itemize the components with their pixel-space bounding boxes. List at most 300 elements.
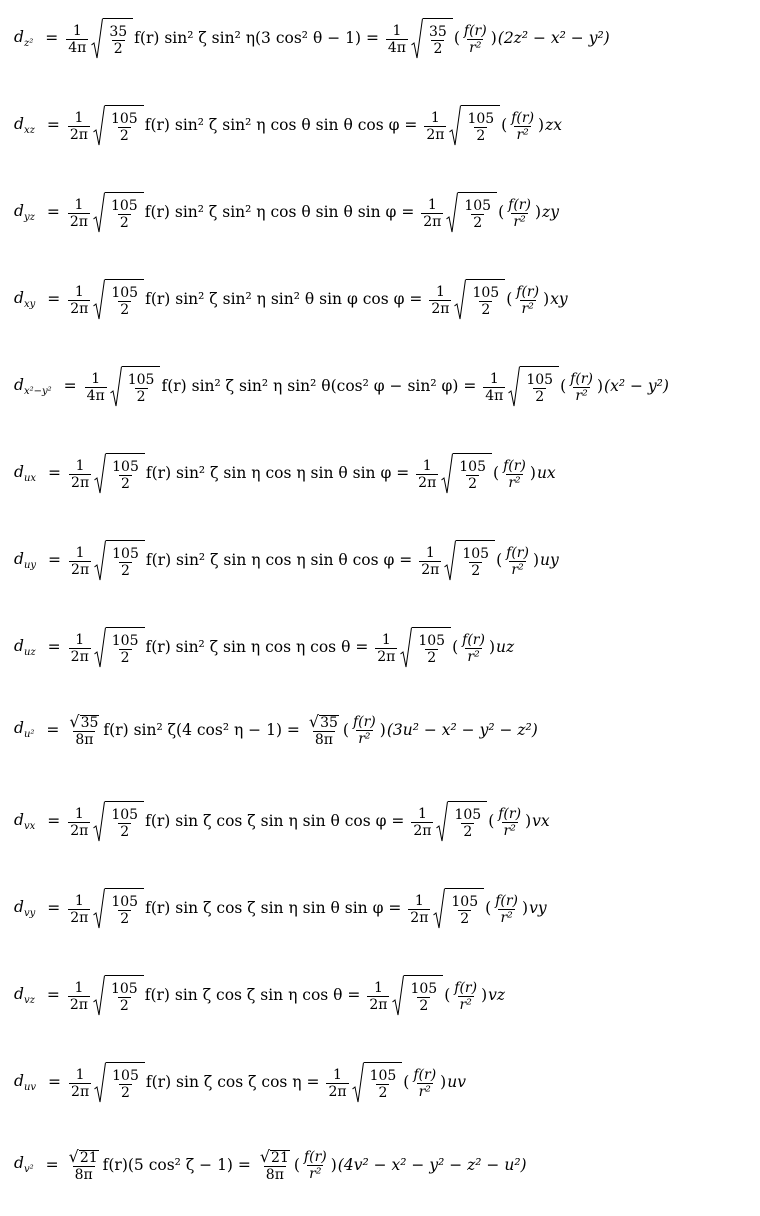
equation-row — [14, 714, 538, 747]
radical-sign — [94, 1062, 106, 1104]
square-root-right — [436, 801, 487, 843]
equation-row — [14, 975, 505, 1017]
angular-expression: f(r) sin² ζ sin² η sin² θ sin φ cos φ = — [145, 290, 423, 309]
orbital-subscript: yz — [23, 211, 35, 223]
radicand-denominator: 2 — [481, 302, 491, 318]
radicand — [105, 888, 144, 930]
orbital-subscript: vz — [23, 994, 35, 1006]
coefficient-numerator: 1 — [91, 370, 101, 387]
coefficient-denominator: 4π — [485, 387, 504, 404]
radial-fraction — [504, 546, 531, 577]
coefficient-numerator: 1 — [74, 979, 84, 996]
cartesian-expression: uy — [540, 551, 559, 570]
radicand — [105, 279, 144, 321]
radicand — [404, 975, 443, 1017]
angular-expression: f(r) sin ζ cos ζ sin η sin θ sin φ = — [145, 899, 402, 918]
radicand — [445, 888, 484, 930]
coefficient-numerator: 1 — [74, 892, 84, 909]
coefficient-numerator — [258, 1149, 292, 1166]
orbital-symbol: d — [14, 288, 24, 307]
radical-sign — [94, 627, 106, 669]
open-paren: ( — [506, 290, 513, 309]
radicand-denominator: 2 — [419, 998, 429, 1014]
orbital-label — [14, 810, 36, 832]
orbital-symbol: d — [14, 375, 24, 394]
radicand-fraction — [452, 808, 483, 839]
equation-row — [14, 453, 556, 495]
radial-denominator: r² — [469, 39, 482, 56]
close-paren: ) — [538, 116, 545, 135]
square-root-left — [91, 18, 133, 60]
orbital-subscript: ux — [23, 472, 37, 484]
orbital-symbol: d — [14, 636, 24, 655]
orbital-symbol: d — [14, 719, 24, 737]
coefficient-fraction-left — [68, 981, 90, 1012]
radical-sign: √ — [68, 1147, 79, 1166]
angular-expression: f(r) sin² ζ sin η cos η sin θ cos φ = — [145, 551, 413, 570]
equals-sign: = — [47, 899, 61, 918]
orbital-label — [14, 27, 34, 49]
coefficient-denominator: 2π — [410, 909, 429, 926]
coefficient-denominator: 2π — [426, 126, 445, 143]
orbital-label — [14, 721, 34, 740]
radial-numerator: f(r) — [503, 457, 526, 474]
radicand-value: 21 — [271, 1150, 289, 1166]
coefficient-numerator: 1 — [74, 805, 84, 822]
radicand-denominator: 2 — [120, 824, 130, 840]
radicand — [105, 975, 144, 1017]
equals-sign: = — [48, 551, 62, 570]
close-paren: ) — [481, 986, 488, 1005]
coefficient-fraction-left — [69, 546, 91, 577]
radicand-numerator: 105 — [111, 894, 139, 910]
radicand-denominator: 2 — [378, 1085, 388, 1101]
radicand-numerator: 105 — [111, 807, 139, 823]
close-paren: ) — [379, 720, 386, 739]
radicand-denominator: 2 — [463, 824, 473, 840]
orbital-subscript: xz — [23, 124, 35, 136]
radicand-value: 21 — [79, 1150, 98, 1166]
square-root-left — [93, 105, 144, 147]
equals-sign: = — [47, 638, 61, 657]
orbital-label — [14, 375, 52, 397]
radial-fraction — [496, 807, 523, 838]
radical-sign — [93, 888, 105, 930]
square-root-left — [110, 366, 161, 408]
radial-numerator: f(r) — [352, 714, 376, 730]
open-paren: ( — [560, 377, 567, 396]
angular-expression: f(r)(5 cos² ζ − 1) = — [102, 1155, 251, 1174]
cartesian-expression: (2z² − x² − y²) — [497, 29, 610, 48]
radicand-numerator: 105 — [451, 894, 479, 910]
radicand-numerator: 105 — [110, 198, 138, 214]
close-paren: ) — [330, 1155, 337, 1174]
radial-fraction — [501, 459, 528, 490]
radicand-fraction — [109, 808, 140, 839]
radical-sign — [392, 975, 404, 1017]
coefficient-numerator — [67, 1149, 101, 1166]
coefficient-numerator: 1 — [75, 457, 85, 474]
square-root-left — [93, 801, 144, 843]
radical-sign — [94, 453, 106, 495]
radicand-numerator: 105 — [526, 372, 554, 388]
radicand-fraction — [109, 895, 140, 926]
orbital-subscript: z² — [23, 37, 34, 49]
close-paren: ) — [490, 29, 497, 48]
radicand-numerator: 105 — [111, 633, 139, 649]
radial-numerator: f(r) — [495, 892, 518, 909]
radicand-numerator: 105 — [112, 546, 139, 562]
equation-row — [14, 105, 562, 147]
radial-denominator: r² — [575, 387, 588, 404]
coefficient-denominator: 2π — [69, 996, 88, 1013]
orbital-subscript: vy — [23, 907, 36, 919]
coefficient-numerator: 1 — [74, 196, 84, 213]
square-root-left — [94, 453, 145, 495]
orbital-label — [14, 549, 37, 571]
square-root-right — [400, 627, 451, 669]
coefficient-denominator: 2π — [369, 996, 388, 1013]
equation-row — [14, 366, 669, 408]
coefficient-denominator: 2π — [328, 1083, 347, 1100]
radical-sign — [449, 105, 461, 147]
radicand-fraction — [110, 634, 141, 665]
radical-sign — [91, 18, 103, 60]
radicand-denominator: 2 — [473, 215, 483, 231]
orbital-symbol: d — [14, 897, 24, 916]
cartesian-expression: vx — [532, 812, 550, 831]
orbital-symbol: d — [14, 1071, 24, 1090]
coefficient-fraction-left — [67, 714, 101, 747]
radical-sign — [446, 192, 458, 234]
radicand-denominator: 2 — [113, 41, 123, 57]
radical-sign — [411, 18, 423, 60]
open-paren: ( — [444, 986, 451, 1005]
radial-fraction — [351, 715, 378, 746]
coefficient-denominator: 2π — [418, 474, 437, 491]
orbital-symbol: d — [14, 984, 24, 1003]
open-paren: ( — [485, 899, 492, 918]
radicand-denominator: 2 — [476, 128, 486, 144]
coefficient-fraction-left — [69, 1068, 91, 1099]
coefficient-numerator — [67, 714, 101, 731]
radial-fraction — [506, 198, 533, 229]
radicand-denominator: 2 — [433, 41, 443, 57]
radicand-numerator: 105 — [462, 546, 490, 562]
coefficient-fraction-left — [85, 372, 107, 403]
open-paren: ( — [498, 203, 505, 222]
square-root-left — [94, 627, 145, 669]
coefficient-fraction-right — [419, 546, 441, 577]
radicand-denominator: 2 — [136, 389, 146, 405]
equation-row — [14, 279, 568, 321]
radical-sign — [93, 279, 105, 321]
cartesian-expression: zy — [542, 203, 559, 222]
radical-sign — [436, 801, 448, 843]
cartesian-expression: (4v² − x² − y² − z² − u²) — [337, 1155, 527, 1174]
radial-numerator: f(r) — [454, 979, 478, 996]
radicand-denominator: 2 — [120, 302, 130, 318]
radicand-fraction — [110, 547, 141, 578]
coefficient-denominator: 2π — [70, 300, 89, 317]
cartesian-expression: uv — [447, 1073, 466, 1092]
radial-fraction — [302, 1150, 329, 1181]
coefficient-fraction-left — [68, 111, 90, 142]
radial-fraction — [462, 24, 489, 55]
square-root-right — [508, 366, 559, 408]
radicand-denominator: 2 — [119, 998, 129, 1014]
radicand — [412, 627, 451, 669]
equation-row — [14, 192, 559, 234]
radicand-numerator: 105 — [110, 111, 138, 127]
cartesian-expression: ux — [536, 464, 556, 483]
radicand-denominator: 2 — [468, 476, 478, 492]
orbital-subscript: uv — [23, 1081, 37, 1093]
coefficient-fraction-left — [68, 807, 90, 838]
radicand-value: 35 — [320, 715, 338, 731]
open-paren: ( — [496, 551, 503, 570]
radical-sign — [454, 279, 466, 321]
coefficient-fraction-left — [69, 633, 91, 664]
orbital-symbol: d — [14, 114, 24, 133]
radicand-numerator: 105 — [454, 807, 482, 823]
radicand-fraction — [109, 199, 140, 230]
close-paren: ) — [529, 464, 536, 483]
coefficient-fraction-left — [67, 1149, 101, 1182]
equation-row — [14, 540, 559, 582]
coefficient-denominator: 2π — [71, 1083, 90, 1100]
radicand-numerator: 105 — [112, 1068, 139, 1084]
radicand-numerator: 105 — [464, 198, 492, 214]
coefficient-denominator: 2π — [70, 822, 89, 839]
radicand-numerator: 105 — [369, 1068, 397, 1084]
radial-denominator: r² — [513, 213, 526, 230]
coefficient-numerator: 1 — [430, 109, 440, 126]
radicand-denominator: 2 — [121, 563, 130, 579]
radical-sign — [110, 366, 122, 408]
radicand-fraction — [110, 460, 141, 491]
coefficient-numerator: 1 — [75, 631, 85, 648]
coefficient-denominator: 4π — [387, 39, 406, 56]
radical-sign — [400, 627, 412, 669]
orbital-symbol: d — [14, 462, 24, 481]
equals-sign: = — [48, 464, 62, 483]
open-paren: ( — [501, 116, 508, 135]
radicand-denominator: 2 — [471, 563, 481, 579]
close-paren: ) — [488, 638, 496, 657]
radicand-numerator: 105 — [410, 981, 438, 997]
orbital-subscript: vx — [23, 820, 36, 832]
radicand — [122, 366, 161, 408]
square-root-right — [449, 105, 500, 147]
radicand-fraction — [368, 1069, 399, 1100]
coefficient-denominator: 2π — [423, 213, 442, 230]
radicand — [105, 801, 144, 843]
radical-sign — [352, 1062, 364, 1104]
radial-numerator: f(r) — [413, 1066, 437, 1083]
radial-numerator: f(r) — [463, 22, 487, 39]
coefficient-denominator: 8π — [265, 1167, 284, 1183]
orbital-subscript: v² — [23, 1164, 34, 1175]
coefficient-fraction-right — [307, 714, 341, 747]
angular-expression: f(r) sin² ζ sin² η sin² θ(cos² φ − sin² φ) = — [161, 377, 477, 396]
radicand — [466, 279, 505, 321]
square-root-right — [454, 279, 505, 321]
orbital-label — [14, 114, 35, 136]
coefficient-numerator: 1 — [74, 283, 84, 300]
angular-expression: f(r) sin² ζ sin² η(3 cos² θ − 1) = — [134, 29, 379, 48]
radial-numerator: f(r) — [508, 196, 531, 213]
coefficient-numerator: 1 — [425, 544, 435, 561]
coefficient-numerator: 1 — [392, 22, 402, 39]
radial-denominator: r² — [516, 126, 529, 143]
coefficient-fraction-right — [424, 111, 446, 142]
radicand — [456, 540, 495, 582]
radicand-denominator: 2 — [119, 128, 129, 144]
angular-expression: f(r) sin ζ cos ζ cos η = — [145, 1073, 320, 1092]
coefficient-numerator: 1 — [373, 979, 383, 996]
radicand-fraction — [462, 199, 493, 230]
radicand-fraction — [109, 112, 140, 143]
cartesian-expression: (x² − y²) — [604, 377, 669, 396]
open-paren: ( — [453, 29, 460, 48]
coefficient-fraction-left — [66, 24, 88, 55]
equation-row — [14, 1149, 527, 1182]
orbital-subscript: uz — [23, 646, 36, 658]
coefficient-numerator: 1 — [422, 457, 432, 474]
radial-fraction — [509, 111, 536, 142]
radial-numerator: f(r) — [498, 805, 522, 822]
orbital-subscript: uy — [23, 559, 37, 571]
coefficient-fraction-right — [416, 459, 438, 490]
radial-numerator: f(r) — [570, 370, 593, 387]
open-paren: ( — [293, 1155, 300, 1174]
orbital-subscript: u² — [23, 729, 35, 740]
radicand-fraction — [470, 286, 501, 317]
coefficient-fraction-left — [69, 459, 91, 490]
coefficient-denominator: 2π — [70, 648, 89, 665]
coefficient-numerator: 1 — [75, 1066, 85, 1083]
orbital-subscript: xy — [23, 298, 36, 310]
radical-sign: √ — [69, 712, 80, 731]
square-root-right — [433, 888, 484, 930]
radicand — [364, 1062, 403, 1104]
radicand-fraction — [449, 895, 480, 926]
radical-sign — [93, 975, 105, 1017]
radicand-fraction — [110, 1069, 141, 1100]
coefficient-denominator: 2π — [377, 648, 396, 665]
square-root-left — [93, 192, 144, 234]
radicand-value: 35 — [80, 715, 99, 731]
coefficient-numerator — [307, 714, 341, 731]
radicand-numerator: 35 — [429, 24, 447, 40]
equals-sign: = — [46, 986, 60, 1005]
angular-expression: f(r) sin² ζ sin η cos η cos θ = — [145, 638, 369, 657]
radicand-denominator: 2 — [427, 650, 437, 666]
coefficient-numerator: 1 — [333, 1066, 342, 1083]
radial-denominator: r² — [459, 996, 472, 1013]
radical-sign — [93, 105, 105, 147]
angular-expression: f(r) sin² ζ sin η cos η sin θ sin φ = — [145, 464, 410, 483]
radial-numerator: f(r) — [303, 1149, 327, 1165]
cartesian-expression: uz — [496, 638, 515, 657]
angular-expression: f(r) sin ζ cos ζ sin η cos θ = — [144, 986, 361, 1005]
orbital-label — [14, 462, 37, 484]
coefficient-denominator: 8π — [74, 1167, 93, 1183]
equals-sign: = — [46, 720, 60, 739]
radicand — [105, 105, 144, 147]
radical-sign: √ — [308, 712, 320, 731]
radicand-fraction — [457, 460, 488, 491]
radial-denominator: r² — [503, 822, 516, 839]
coefficient-fraction-right — [483, 372, 505, 403]
orbital-symbol: d — [14, 27, 24, 46]
cartesian-expression: xy — [550, 290, 568, 309]
radial-numerator: f(r) — [506, 544, 529, 561]
radicand-numerator: 35 — [109, 24, 128, 40]
radicand-fraction — [107, 25, 129, 56]
radicand — [106, 1062, 145, 1104]
radicand-numerator: 105 — [459, 459, 486, 475]
orbital-label — [14, 897, 36, 919]
close-paren: ) — [543, 290, 550, 309]
equals-sign: = — [47, 812, 61, 831]
close-paren: ) — [525, 812, 532, 831]
radial-fraction — [452, 981, 479, 1012]
equation-row — [14, 801, 550, 843]
close-paren: ) — [440, 1073, 447, 1092]
coefficient-fraction-right — [326, 1068, 348, 1099]
equals-sign: = — [63, 377, 77, 396]
close-paren: ) — [532, 551, 540, 570]
coefficient-fraction-right — [408, 894, 430, 925]
radicand — [448, 801, 487, 843]
equals-sign: = — [47, 290, 61, 309]
equals-sign: = — [46, 116, 60, 135]
orbital-subscript: x²−y² — [23, 385, 52, 397]
coefficient-fraction-left — [68, 285, 90, 316]
coefficient-fraction-left — [68, 894, 90, 925]
square-root-right — [446, 192, 497, 234]
open-paren: ( — [403, 1073, 410, 1092]
square-root-right — [411, 18, 453, 60]
coefficient-denominator: 4π — [68, 39, 87, 56]
cartesian-expression: vy — [529, 899, 547, 918]
cartesian-expression: zx — [545, 116, 563, 135]
radicand-denominator: 2 — [121, 1085, 130, 1101]
angular-expression: f(r) sin ζ cos ζ sin η sin θ cos φ = — [145, 812, 405, 831]
coefficient-denominator: 2π — [431, 300, 450, 317]
square-root-left — [93, 975, 144, 1017]
radial-denominator: r² — [418, 1083, 431, 1100]
square-root-left — [94, 540, 145, 582]
equals-sign: = — [45, 29, 59, 48]
radical-sign — [93, 801, 105, 843]
equals-sign: = — [45, 1155, 59, 1174]
radicand — [106, 540, 145, 582]
radial-fraction — [493, 894, 520, 925]
radial-fraction — [514, 285, 541, 316]
coefficient-denominator: 2π — [71, 474, 90, 491]
radical-sign — [441, 453, 453, 495]
radicand-denominator: 2 — [535, 389, 545, 405]
coefficient-fraction-right — [429, 285, 451, 316]
radicand-denominator: 2 — [121, 476, 130, 492]
equals-sign: = — [46, 203, 60, 222]
radicand — [461, 105, 500, 147]
radial-denominator: r² — [521, 300, 534, 317]
radial-fraction — [568, 372, 595, 403]
